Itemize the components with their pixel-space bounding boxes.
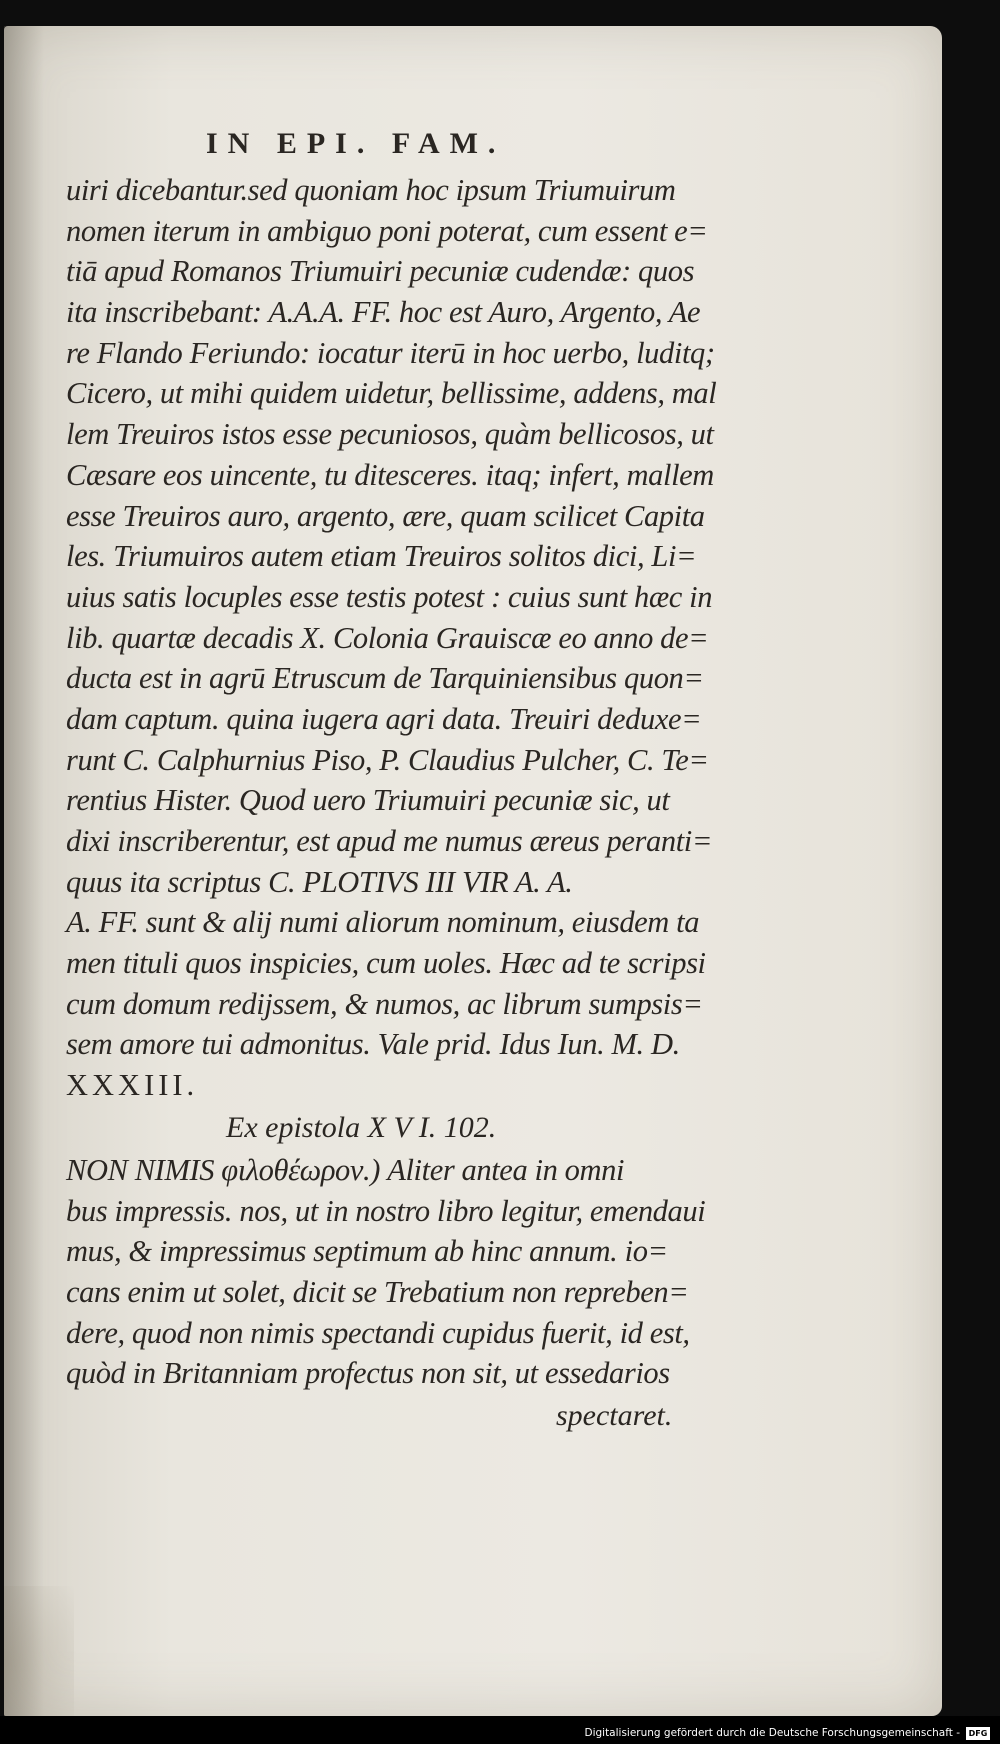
page-gutter-shadow [4,26,44,1716]
body-line: bus impressis. nos, ut in nostro libro legitur, emendaui [66,1193,706,1228]
catchword: spectaret. [556,1398,673,1432]
dfg-logo-icon: DFG [966,1727,990,1740]
body-line: dam captum. quina iugera agri data. Treuiri deduxe= [66,701,702,736]
body-line: nomen iterum in ambiguo poni poterat, cum essent e= [66,213,708,248]
body-line: quus ita scriptus C. PLOTIVS III VIR A. A. [66,864,573,899]
running-head: IN EPI. FAM. [206,127,506,160]
body-line: sem amore tui admonitus. Vale prid. Idus Iun. M. D. [66,1027,680,1062]
body-line: tiā apud Romanos Triumuiri pecuniæ cudendæ: quos [66,254,695,289]
body-line: cum domum redijssem, & numos, ac librum sumpsis= [66,986,703,1021]
footer-credit: Digitalisierung gefördert durch die Deutsche Forschungsgemeinschaft - [584,1727,960,1739]
body-line: lib. quartæ decadis X. Colonia Grauiscæ eo anno de= [66,620,709,655]
paper-stain [4,1586,74,1736]
body-line: cans enim ut solet, dicit se Trebatium non repreben= [66,1274,689,1309]
body-line: dere, quod non nimis spectandi cupidus fuerit, id est, [66,1315,690,1350]
body-line: re Flando Feriundo: iocatur iterū in hoc uerbo, luditq; [66,335,715,370]
body-line: dixi inscriberentur, est apud me numus æreus peranti= [66,824,713,858]
body-line: runt C. Calphurnius Piso, P. Claudius Pulcher, C. Te= [66,742,709,777]
body-line: quòd in Britanniam profectus non sit, ut essedarios [66,1356,670,1391]
body-line: Cæsare eos uincente, tu ditesceres. itaq; infert, mallem [66,457,714,492]
body-line: esse Treuiros auro, argento, ære, quam scilicet Capita [66,498,705,533]
body-line: ita inscribebant: A.A.A. FF. hoc est Auro, Argento, Ae [66,295,701,330]
body-line: men tituli quos inspicies, cum uoles. Hæc ad te scripsi [66,946,706,981]
body-line: ducta est in agrū Etruscum de Tarquiniensibus quon= [66,661,704,696]
page-text-block [66,118,716,1438]
body-line-date-end: XXXIII. [66,1068,199,1103]
body-line: les. Triumuiros autem etiam Treuiros solitos dici, Li= [66,539,697,574]
body-line: NON NIMIS φιλοθέωρον.) Aliter antea in omni [66,1152,625,1187]
body-line: lem Treuiros istos esse pecuniosos, quàm bellicosos, ut [66,417,714,452]
section-heading: Ex epistola X V I. 102. [226,1110,497,1144]
body-line: uius satis locuples esse testis potest : cuius sunt hæc in [66,579,713,614]
body-line: rentius Hister. Quod uero Triumuiri pecuniæ sic, ut [66,783,670,818]
body-line: uiri dicebantur.sed quoniam hoc ipsum Triumuirum [66,173,676,207]
body-line: Cicero, ut mihi quidem uidetur, bellissime, addens, mal [66,376,717,411]
body-line: A. FF. sunt & alij numi aliorum nominum, eiusdem ta [66,905,700,940]
body-line: mus, & impressimus septimum ab hinc annum. io= [66,1234,668,1269]
